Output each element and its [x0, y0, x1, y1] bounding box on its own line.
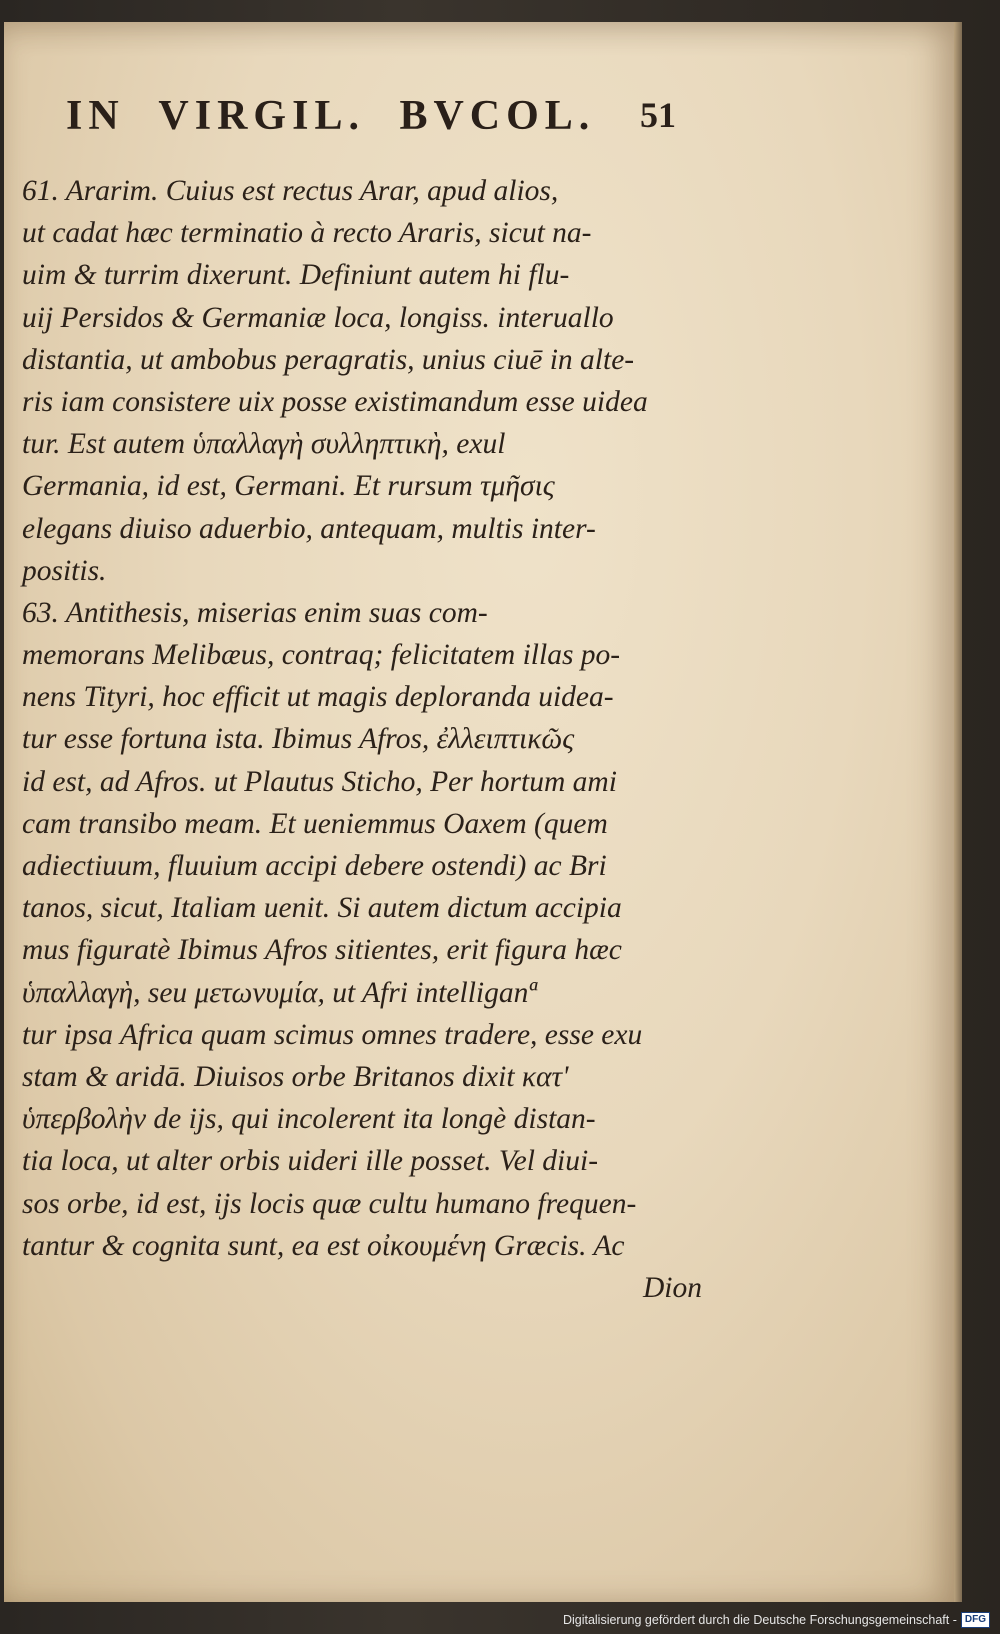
book-page [4, 22, 956, 1602]
text-line: ὑπαλλαγὴ, seu μετωνυμία, ut Afri intelliganª [22, 976, 537, 1009]
text-line: adiectiuum, fluuium accipi debere ostendi) ac Bri [22, 850, 607, 882]
commentary-text [22, 170, 702, 1309]
text-line: memorans Melibæus, contraq; felicitatem illas po- [22, 639, 621, 672]
text-line: 63. Antithesis, miserias enim suas com- [22, 596, 488, 629]
text-line: id est, ad Afros. ut Plautus Sticho, Per hortum ami [22, 765, 617, 798]
text-line: cam transibo meam. Et ueniemmus Oaxem (quem [22, 807, 608, 840]
text-line: tanos, sicut, Italiam uenit. Si autem dictum accipia [22, 892, 622, 925]
text-line: positis. [22, 554, 107, 587]
dfg-logo: DFG [961, 1612, 990, 1628]
text-line: tur ipsa Africa quam scimus omnes tradere, esse exu [22, 1018, 643, 1051]
text-line: uim & turrim dixerunt. Definiunt autem hi flu- [22, 259, 570, 292]
text-line: ris iam consistere uix posse existimandum esse uidea [22, 385, 648, 418]
catchword: Dion [643, 1271, 702, 1304]
text-line: stam & aridā. Diuisos orbe Britanos dixit κατ' [22, 1060, 569, 1093]
text-line: 61. Ararim. Cuius est rectus Arar, apud alios, [22, 175, 559, 207]
text-line: mus figuratè Ibimus Afros sitientes, erit figura hæc [22, 934, 622, 967]
text-line: elegans diuiso aduerbio, antequam, multis inter- [22, 512, 596, 545]
text-line: Germania, id est, Germani. Et rursum τμῆσις [22, 470, 555, 503]
credit-text: Digitalisierung gefördert durch die Deutsche Forschungsgemeinschaft - [562, 1613, 957, 1627]
text-line: ὑπερβολὴν de ijs, qui incolerent ita longè distan- [22, 1103, 596, 1136]
page-header [66, 92, 686, 152]
running-head: IN VIRGIL. BVCOL. [66, 93, 596, 139]
digitization-credit [563, 1612, 990, 1628]
text-line: tur esse fortuna ista. Ibimus Afros, ἐλλειπτικῶς [22, 723, 575, 756]
page-number: 51 [640, 95, 676, 135]
text-line: distantia, ut ambobus peragratis, unius ciuē in alte- [22, 343, 635, 376]
text-line: sos orbe, id est, ijs locis quæ cultu humano frequen- [22, 1187, 637, 1220]
text-line: ut cadat hæc terminatio à recto Araris, sicut na- [22, 217, 592, 250]
text-line: tur. Est autem ὑπαλλαγὴ συλληπτικὴ, exul [22, 428, 506, 461]
text-line: tantur & cognita sunt, ea est οἰκουμένη Græcis. Ac [22, 1229, 625, 1262]
text-line: tia loca, ut alter orbis uideri ille posset. Vel diui- [22, 1145, 599, 1178]
text-line: nens Tityri, hoc efficit ut magis deploranda uidea- [22, 681, 614, 714]
text-line: uij Persidos & Germaniæ loca, longiss. interuallo [22, 301, 614, 334]
